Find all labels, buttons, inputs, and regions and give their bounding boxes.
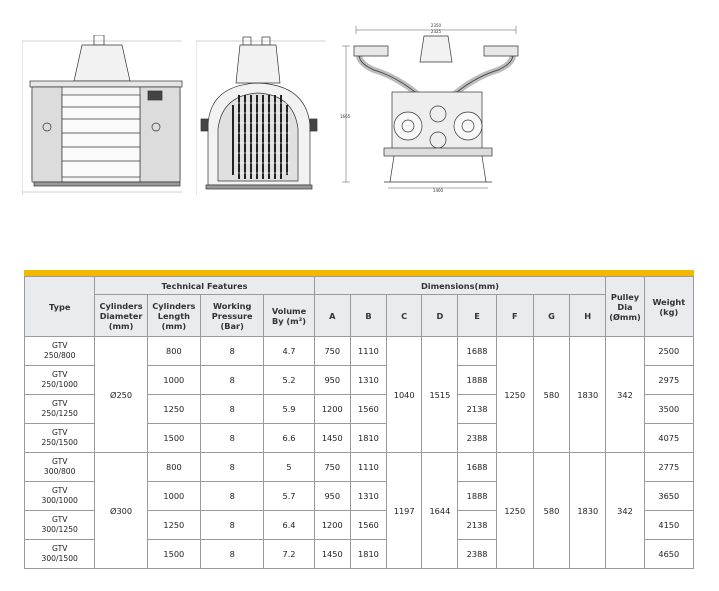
cell-dim-a: 750 [314,453,350,482]
cell-pressure: 8 [201,366,264,395]
th-dim-e: E [458,295,496,337]
th-dim-d: D [422,295,458,337]
cell-weight: 2975 [644,366,693,395]
th-volume: Volume By (m³) [264,295,314,337]
cell-dim-e: 2138 [458,511,496,540]
cell-length: 1000 [147,366,200,395]
cell-dim-b: 1560 [350,395,386,424]
th-pulley: Pulley Dia (Ømm) [606,277,644,337]
dim-height-label: 1665 [340,114,351,119]
th-cyl-diameter: Cylinders Diameter (mm) [95,295,147,337]
type-model: GTV [51,370,68,379]
cell-dim-e: 1888 [458,482,496,511]
type-model: GTV [51,399,68,408]
rear-view-drawing [340,22,532,197]
front-view-drawing [196,35,331,195]
cell-dim-e: 2138 [458,395,496,424]
cell-type [25,337,95,366]
cell-dim-a: 950 [314,482,350,511]
spec-table-wrapper [24,270,694,569]
th-working-pressure: Working Pressure (Bar) [201,295,264,337]
cell-pressure: 8 [201,540,264,569]
type-size: 300/1000 [41,496,78,505]
cell-dim-g: 580 [533,337,569,453]
cell-type [25,366,95,395]
th-dimensions: Dimensions(mm) [314,277,606,295]
cell-pressure: 8 [201,337,264,366]
cell-dim-a: 1200 [314,395,350,424]
cell-type [25,482,95,511]
cell-length: 1000 [147,482,200,511]
table-row [25,337,694,366]
type-model: GTV [51,515,68,524]
type-model: GTV [51,544,68,553]
th-dim-a: A [314,295,350,337]
cell-length: 800 [147,453,200,482]
type-size: 300/1500 [41,554,78,563]
cell-dim-b: 1110 [350,453,386,482]
type-model: GTV [51,457,68,466]
cell-type [25,424,95,453]
dim-top-label: 2350 [430,23,442,28]
table-row [25,453,694,482]
th-weight: Weight (kg) [644,277,693,337]
dim-sub-label: 2325 [430,29,442,34]
cell-volume: 5.7 [264,482,314,511]
header-row-sub [25,295,694,337]
th-type: Type [25,277,95,337]
th-cyl-length: Cylinders Length (mm) [147,295,200,337]
th-technical-features: Technical Features [95,277,314,295]
cell-dim-d: 1515 [422,337,458,453]
cell-dim-b: 1810 [350,424,386,453]
cell-weight: 4075 [644,424,693,453]
cell-diameter: Ø250 [95,337,147,453]
cell-pressure: 8 [201,424,264,453]
cell-dim-e: 1688 [458,453,496,482]
cell-dim-b: 1310 [350,366,386,395]
cell-pressure: 8 [201,395,264,424]
cell-dim-e: 2388 [458,424,496,453]
technical-drawings [0,0,719,205]
type-size: 300/1250 [41,525,78,534]
type-size: 300/800 [43,467,76,476]
cell-dim-h: 1830 [570,337,606,453]
spec-table [24,276,694,569]
cell-dim-e: 1888 [458,366,496,395]
type-model: GTV [51,341,68,350]
cell-type [25,511,95,540]
cell-dim-d: 1644 [422,453,458,569]
cell-dim-a: 1450 [314,424,350,453]
cell-dim-a: 1450 [314,540,350,569]
cell-weight: 2775 [644,453,693,482]
cell-length: 800 [147,337,200,366]
cell-dim-b: 1110 [350,337,386,366]
type-size: 250/1250 [41,409,78,418]
cell-type [25,453,95,482]
cell-type [25,540,95,569]
cell-volume: 6.6 [264,424,314,453]
cell-length: 1250 [147,511,200,540]
type-model: GTV [51,486,68,495]
cell-dim-h: 1830 [570,453,606,569]
th-dim-f: F [496,295,533,337]
side-view-drawing [22,35,197,195]
cell-dim-b: 1810 [350,540,386,569]
header-row-top [25,277,694,295]
cell-dim-f: 1250 [496,453,533,569]
type-size: 250/800 [43,351,76,360]
th-dim-h: H [570,295,606,337]
cell-dim-c: 1197 [387,453,422,569]
cell-pulley: 342 [606,453,644,569]
th-dim-c: C [387,295,422,337]
cell-length: 1250 [147,395,200,424]
spec-table-body [25,337,694,569]
cell-length: 1500 [147,424,200,453]
cell-dim-e: 2388 [458,540,496,569]
cell-dim-c: 1040 [387,337,422,453]
cell-dim-f: 1250 [496,337,533,453]
type-model: GTV [51,428,68,437]
dim-bottom-label: 1400 [432,188,444,193]
th-dim-g: G [533,295,569,337]
cell-dim-b: 1560 [350,511,386,540]
cell-weight: 4650 [644,540,693,569]
type-size: 250/1500 [41,438,78,447]
cell-diameter: Ø300 [95,453,147,569]
cell-volume: 7.2 [264,540,314,569]
type-size: 250/1000 [41,380,78,389]
cell-weight: 3650 [644,482,693,511]
cell-dim-a: 750 [314,337,350,366]
cell-volume: 5.2 [264,366,314,395]
cell-pulley: 342 [606,337,644,453]
cell-volume: 4.7 [264,337,314,366]
cell-dim-e: 1688 [458,337,496,366]
cell-weight: 2500 [644,337,693,366]
cell-volume: 6.4 [264,511,314,540]
th-dim-b: B [350,295,386,337]
cell-weight: 4150 [644,511,693,540]
cell-length: 1500 [147,540,200,569]
cell-volume: 5 [264,453,314,482]
cell-volume: 5.9 [264,395,314,424]
cell-weight: 3500 [644,395,693,424]
cell-pressure: 8 [201,511,264,540]
cell-dim-a: 950 [314,366,350,395]
cell-pressure: 8 [201,453,264,482]
cell-dim-g: 580 [533,453,569,569]
cell-type [25,395,95,424]
cell-dim-a: 1200 [314,511,350,540]
cell-dim-b: 1310 [350,482,386,511]
cell-pressure: 8 [201,482,264,511]
